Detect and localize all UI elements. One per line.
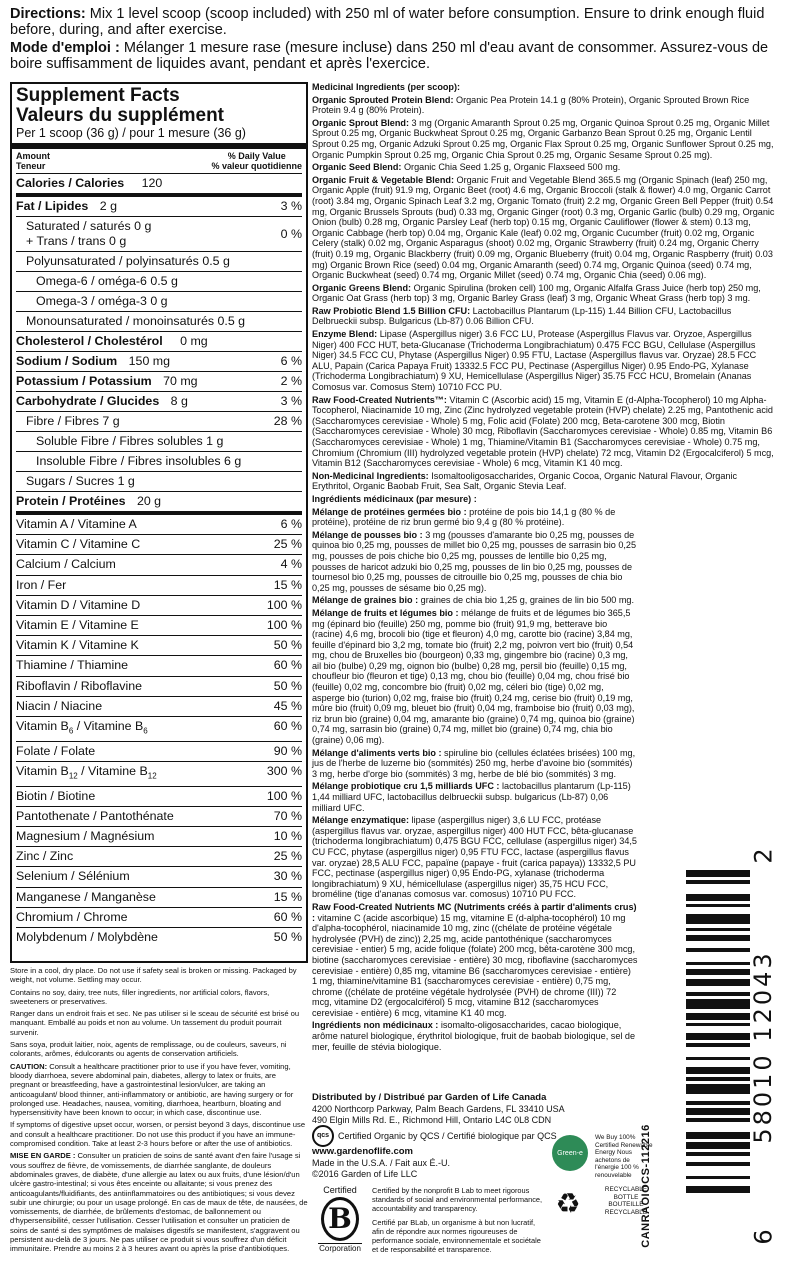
barcode-bar xyxy=(686,1142,750,1149)
calories-row xyxy=(16,174,302,197)
vitamin-b6-row xyxy=(16,717,302,742)
ingredient-paragraph xyxy=(312,283,775,304)
nutrient-row xyxy=(16,697,302,717)
caution-fr xyxy=(10,1151,308,1253)
carbohydrate-label: Carbohydrate / Glucides xyxy=(16,394,160,408)
insoluble-fibre-row xyxy=(16,452,302,472)
ingredient-label: Mélange de graines bio : xyxy=(312,595,419,606)
ingredient-text: graines de chia bio 1,25 g, graines de lin bio 500 mg. xyxy=(418,595,634,606)
nutrient-pct: 50 % xyxy=(273,930,302,944)
ingredient-label: Mélange probiotique cru 1,5 milliards UFC : xyxy=(312,781,500,792)
ingredient-text: mélange de fruits et de légumes bio 365,5 mg (épinard bio (feuille) 250 mg, pomme bio (fruit) 91,9 mg, betterave bio (racine) 4,6 mg, brocoli bio (tige et fleuron) 4,0 mg, carotte bio (racine) 3,84 mg, feuille d'épinard bio 3,2 mg, tomate bio (fruit) 2,2 mg, poivron vert bio (fruit) 0,54 mg, chou de Bruxelles bio (bourgeon) 0,33 mg, gingembre bio (racine) 0,3 mg, ail bio (bulbe) 0,29 mg, oignon bio (bulbe) 0,28 mg, persil bio (feuille) 0,15 mg, choufleur bio (fleuron et tige) 0,13 mg, chou bio (feuille) 0,04 mg, chou frisé bio (feuille) 0,02 mg, concombre bio (fruit) 0,02 mg, céleri bio (tige) 0,02 mg, asperge bio (turion) 0,02 mg, fraise bio (fruit) 0,24 mg, cerise bio (fruit) 0,19 mg, mûre bio (fruit) 0,09 mg, bleuet bio (fruit) 0,04 mg, framboise bio (fruit) 0,03 mg), riz brun bio (graine) 0,04 mg, amarante bio (graine) 0,74 mg, quinoa bio (graine) 0,74 mg, sarrasin bio (graine) 0,74 mg, millet bio (graine) 0,74 mg, chia bio (graine) 0,06 mg). xyxy=(312,607,635,746)
recycle-text: RECYCLABLE BOTTLE BOUTEILLE RECYCLABLE xyxy=(604,1186,648,1216)
hdr-amount: Amount xyxy=(16,151,50,161)
ingredient-label: Mélange d'aliments verts bio : xyxy=(312,747,442,758)
nutrient-pct: 15 % xyxy=(273,889,302,904)
lot-code-text: CANRAOIOCS-112216 xyxy=(640,1124,652,1248)
storage-caution-text xyxy=(10,966,308,1257)
company-info xyxy=(312,1093,642,1180)
fat-row xyxy=(16,197,302,217)
ingredient-label: Organic Fruit & Vegetable Blend: xyxy=(312,174,454,185)
barcode-bar xyxy=(686,1013,750,1020)
green-energy-icon: Green-e xyxy=(552,1135,588,1171)
omega3-row xyxy=(16,292,302,312)
nutrient-pct: 6 % xyxy=(280,517,302,531)
barcode-bar xyxy=(686,1108,750,1115)
sugars-row xyxy=(16,472,302,492)
poly-row xyxy=(16,252,302,272)
barcode-digit-last: 2 xyxy=(749,848,778,864)
ingredient-text: Organic Fruit and Vegetable Blend 365.5 mg (Organic Spinach (leaf) 250 mg, Organic Apple (fruit) 91.9 mg, Organic Beet (root) 4.6 mg, Organic Broccoli (stalk & flower) 4.0 mg, Organic Carrot (root) 3.84 mg, Organic Spinach Leaf 3.2 mg, Organic Tomato (fruit) 2.2 mg, Organic Green Bell Pepper (fruit) 0.54 mg, Organic Brussels Sprouts (bud) 0.33 mg, Organic Ginger (root) 0.3 mg, Organic Garlic (bulb) 0.29 mg, Organic Onion (bulb) 0.28 mg, Organic Parsley Leaf (herb top) 0.15 mg, Organic Cauliflower (flower & stem) 0.13 mg, Organic Cabbage (herb top) 0.04 mg, Organic Kale (leaf) 0.02 mg, Organic Cucumber (fruit) 0.02 mg, Organic Celery (stalk) 0.02 mg, Organic Asparagus (shoot) 0.02 mg, Organic Strawberry (fruit) 0.24 mg, Organic Cherry (fruit) 0.19 mg, Organic Blackberry (fruit) 0.09 mg, Organic Blueberry (fruit) 0.04 mg, Organic Raspberry (fruit) 0.03 mg) Organic Brown Rice (seed) 0.04 mg, Organic Amaranth (seed) 0.74 mg, Organic Quinoa (seed) 0.74 mg, Organic Buckwheat (seed) 0.74 mg, Organic Millet (seed) 0.74 mg, Organic Chia (seed) 0.06 mg). xyxy=(312,174,775,281)
potassium-pct: 2 % xyxy=(280,374,302,388)
ingredient-label: Organic Greens Blend: xyxy=(312,282,412,293)
vitamin-b6-label xyxy=(16,717,148,741)
barcode-bar xyxy=(686,914,750,924)
protein-value: 20 g xyxy=(136,494,162,508)
barcode xyxy=(668,838,780,1256)
ingredient-paragraph xyxy=(312,608,638,746)
barcode-digit-first: 6 xyxy=(749,1229,778,1245)
ingredient-text: isomalto-oligosaccharides, cacao biologique, arôme naturel biologique, érythritol biologique, fruit de baobab biologique, sel de mer, feuille de stévia biologique. xyxy=(312,1020,636,1052)
ingredient-text: Vitamin C (Ascorbic acid) 15 mg, Vitamin E (d-Alpha-Tocopherol) 10 mg Alpha-Tocopherol, Niacinamide 10 mg, Zinc (Zinc hydrolyzed vegetable protein (HVP) chelate) 2.25 mg, Pantothenic acid (Saccharomyces cerevisiae - Whole) 5 mg, Folic acid (Folate) 200 mcg, Beta-carotene 300 mcg, Biotin (Saccharomyces cerevisiae - Whole) 30 mcg, Riboflavin (Saccharomyces cerevisiae - Whole) 0.85 mg, Vitamin B6 (Saccharomyces cerevisiae - Whole) 1 mg, Thiamine/Vitamin B1 (Saccharomyces cerevisiae - Whole) 0.75 mg, Chromium (Chromium (III) hydrolyzed vegetable protein (HVP) chelate) 72 mcg, Vitamin D2 (Ergocalciferol) 5 mcg, Vitamin B12 (Saccharomyces cerevisiae - Whole) 6 mcg, Vitamin K1 40 mcg. xyxy=(312,394,774,469)
fibre-row xyxy=(16,412,302,432)
ingredient-text: protéine de pois bio 14,1 g (80 % de protéine), protéine de riz brun germé bio 9,4 g (80 % protéine). xyxy=(312,506,616,528)
nutrient-row xyxy=(16,616,302,636)
barcode-bar xyxy=(686,928,750,931)
contains-no-fr: Sans soya, produit laitier, noix, agents de remplissage, ou de couleurs, saveurs, ni colorants, arômes, édulcorants ou agents de conservation artificiels. xyxy=(10,1040,287,1059)
ingredient-text: Lipase (Aspergillus niger) 3.6 FCC LU, Protease (Aspergillus Flavus var. Oryzoe, Aspergillus Niger) 400 FCC HUT, beta-Glucanase (Trichoderma Longibrachiatum) 0.475 FCC BGU, Cellulase (Aspergillus Niger) 34.5 FCC CU, Phytase (Aspergillus Niger) 0.95 FTU, Lactase (Aspergillus flavus var. Oryzae) 28.5 FCC ALU, Papain (Carica Papaya Fruit) 13332.5 FCC PU, Pectinase (Aspergillus Niger) 0.95 Endo-PG, Xylanase (Trichoderma Longibrachiatum) 9 XU, Hemicellulase (Aspergillus Niger) 35.75 FCC HCU, Bromelain (Ananas Comosus var. Comosus Stem) 10710 FCC PU. xyxy=(312,329,757,393)
bcorp-certified-label: Certified xyxy=(323,1185,357,1195)
ingredient-text: spiruline bio (cellules éclatées brisées) 100 mg, jus de l'herbe de luzerne bio (sommités) 250 mg, herbe d'avoine bio (sommités) 3 mg, herbe d'orge bio (sommités) 3 mg, herbe de blé bio (sommités) 3 mg. xyxy=(312,747,636,779)
medicinal-heading: Medicinal Ingredients (per scoop): xyxy=(312,82,461,92)
nutrient-name: Vitamin D / Vitamine D xyxy=(16,597,141,612)
fibre-pct: 28 % xyxy=(273,414,302,428)
address-us: 4200 Northcorp Parkway, Palm Beach Gardens, FL 33410 USA xyxy=(312,1103,565,1114)
garde-text: Consulter un praticien de soins de santé avant d'en faire l'usage si vous souffrez de fièvre, de vomissements, de diarrhée sanglante, de douleurs abdominales graves, de diabète, d'une allergie au latex ou aux fruits, d'une lésion/d'un ulcère gastro-intestinal; si vous êtes enceinte ou allaitante; si vous prenez des anticoagulants/fluidifiants, des antiinflammatoires ou des antibiotiques; si vous devez subir une chirurgie; ou pour un usage prolongé. En cas de maux de tête, de nausées, de vomissements, de diarrhée, de brûlements d'estomac, de ballonnement ou d'hypersensibilité, cesser l'utilisation. Cesser l'utilisation et consulter un praticien de soins de santé si des symptômes de malaises digestifs se manifestent, s'aggravent ou persistent au-delà de 3 jours. Ne pas utiliser ce produit si vous souffrez d'un déficit immunitaire. Prendre au moins 2 à 3 heures avant ou après la prise d'antibiotiques. xyxy=(10,1151,308,1254)
hdr-teneur: Teneur xyxy=(16,161,46,171)
calories-label: Calories / Calories xyxy=(16,176,125,190)
barcode-bar xyxy=(686,1176,750,1179)
carbohydrate-row xyxy=(16,392,302,412)
b6-sub2: 6 xyxy=(143,726,148,736)
nutrient-pct: 100 % xyxy=(266,788,302,803)
barcode-bar xyxy=(686,948,750,951)
soluble-fibre-row xyxy=(16,432,302,452)
directions-fr-text: Mélanger 1 mesure rase (mesure incluse) dans 250 ml d'eau avant de consommer. Assurez-vous de boire suffisamment de liquides avant, pendant et après l'exercice. xyxy=(10,40,769,72)
nutrient-name: Iron / Fer xyxy=(16,577,67,592)
directions-en xyxy=(10,6,790,38)
copyright: ©2016 Garden of Life LLC xyxy=(312,1168,418,1179)
saturated-label: Saturated / saturés 0 g xyxy=(26,219,152,233)
nutrient-row xyxy=(16,535,302,555)
vitamin-b12-pct: 300 % xyxy=(266,763,302,778)
nutrient-name: Magnesium / Magnésium xyxy=(16,828,155,843)
directions-en-label: Directions: xyxy=(10,6,86,22)
folate-row xyxy=(16,742,302,762)
contains-no-en: Contains no soy, dairy, tree nuts, filler ingredients, nor artificial colors, flavors, sweeteners or preservatives. xyxy=(10,987,270,1006)
b12-sub2: 12 xyxy=(147,771,157,781)
ingredient-label: Raw Food-Created Nutrients™: xyxy=(312,394,447,405)
ingredient-paragraph xyxy=(312,815,638,900)
nutrient-name: Manganese / Manganèse xyxy=(16,889,156,904)
green-energy-text: We Buy 100% Certified Renewable Energy Nous achetons de l'énergie 100 % renouvelable xyxy=(595,1134,653,1179)
nutrient-pct: 25 % xyxy=(273,849,302,864)
nutrient-pct: 4 % xyxy=(280,557,302,572)
nutrient-name: Vitamin A / Vitamine A xyxy=(16,517,137,531)
barcode-bar xyxy=(686,1152,750,1155)
ingredient-label: Non-Medicinal Ingredients: xyxy=(312,470,429,481)
caution-en xyxy=(10,1062,308,1118)
cholesterol-value: 0 mg xyxy=(180,334,208,348)
barcode-bar xyxy=(686,1067,750,1074)
nutrient-row xyxy=(16,656,302,676)
barcode-bar xyxy=(686,1162,750,1165)
nutrient-pct: 50 % xyxy=(273,678,302,693)
barcode-digits xyxy=(748,838,778,1256)
nutrient-name: Chromium / Chrome xyxy=(16,909,128,924)
ingredient-text: 3 mg (pousses d'amarante bio 0,25 mg, pousses de quinoa bio 0,25 mg, pousses de millet bio 0,25 mg, pousses de sarrasin bio 0,25 mg, pousses de pois chiche bio 0,25 mg, pousses de lentille bio 0,25 mg, pousses de haricot adzuki bio 0,25 mg, pousses de lin bio 0,25 mg, pousses de tournesol bio 0,25 mg, pousses de citrouille bio 0,25 mg, pousses de chia bio 0,25 mg, pousses de sésame bio 0,25 mg). xyxy=(312,529,637,593)
ingredient-text: Lactobacillus Plantarum (Lp-115) 1.44 Billion CFU, Lactobacillus Delbrueckii subsp. Bulgaricus (Lb-87) 0.06 Billion CFU. xyxy=(312,305,732,327)
barcode-bar xyxy=(686,1101,750,1104)
nutrient-row xyxy=(16,807,302,827)
bcorp-corporation-label: Corporation xyxy=(319,1244,361,1253)
qcs-row xyxy=(312,1125,642,1147)
b12-sub: 12 xyxy=(68,771,78,781)
ingredient-paragraph xyxy=(312,902,638,1019)
ingredient-label: Organic Seed Blend: xyxy=(312,162,402,173)
ingredient-paragraph xyxy=(312,507,638,528)
ingredient-label: Mélange enzymatique: xyxy=(312,815,410,826)
barcode-bar xyxy=(686,992,750,995)
sodium-pct: 6 % xyxy=(280,354,302,368)
nutrient-pct: 45 % xyxy=(273,698,302,713)
nutrient-name: Thiamine / Thiamine xyxy=(16,658,129,673)
fibre-label: Fibre / Fibres 7 g xyxy=(26,414,120,428)
ingredient-text: vitamine C (acide ascorbique) 15 mg, vitamine E (d-alpha-tocophérol) 10 mg d'alpha-tocophérol, niacinamide 10 mg, zinc ((chélate de protéine végétale hydrolysée (PVH) de zinc)) 2,25 mg, acide pantothénique (saccharomyces cerevisiae - entier) 5 mg, acide folique (folate) 200 mcg, bêta-carotène 300 mcg, biotine (saccharomyces cerevisiae - entière) 30 mcg, riboflavine (saccharomyces cerevisiae - entière) 0,85 mg, vitamine B6 (saccharomyces cerevisiae - entière) 1 mg, thiamine/vitamine B1 (saccharomyces cerevisiae - entière) 0,75 mg, chrome ((chélate de protéine végétale hydrolysée (PVH) de chrome (III)) 72 mcg, vitamine D2 (ergocalciférol) 5 mcg, vitamine B12 (saccharomyces cerevisiae - entière) 6 mcg, vitamine K1 40 mcg. xyxy=(312,912,638,1018)
nutrient-row xyxy=(16,867,302,887)
nutrient-row xyxy=(16,555,302,575)
website-link[interactable]: www.gardenoflife.com xyxy=(312,1146,413,1158)
ingredient-paragraph xyxy=(312,1020,638,1052)
ingredient-text: Organic Spirulina (broken cell) 100 mg, Organic Alfalfa Grass Juice (herb top) 250 mg, Organic Oat Grass (herb top) 3 mg, Organic Barley Grass (leaf) 3 mg, Organic Wheat Grass (herb top) 3 mg. xyxy=(312,282,761,304)
nutrient-row xyxy=(16,677,302,697)
nutrient-name: Selenium / Sélénium xyxy=(16,869,130,884)
calories-value: 120 xyxy=(141,176,163,190)
recycle-icon: ♻ xyxy=(555,1188,581,1219)
nutrient-row xyxy=(16,576,302,596)
caution-label: CAUTION: xyxy=(10,1061,48,1071)
saturated-row xyxy=(16,217,302,252)
medicinal-fr xyxy=(312,494,638,1052)
directions-en-text: Mix 1 level scoop (scoop included) with 250 ml of water before consumption. Ensure to drink enough fluid before, during, and after exercise. xyxy=(10,6,765,38)
nutrient-pct: 70 % xyxy=(273,808,302,823)
barcode-bar xyxy=(686,979,750,986)
lot-code xyxy=(638,1116,654,1256)
barcode-bar xyxy=(686,962,750,965)
storage-en: Store in a cool, dry place. Do not use if safety seal is broken or missing. Packaged by weight, not volume. Settling may occur. xyxy=(10,966,297,985)
ingredient-label: Mélange de fruits et légumes bio : xyxy=(312,607,459,618)
nutrient-row xyxy=(16,596,302,616)
nutrient-pct: 15 % xyxy=(273,577,302,592)
fat-label: Fat / Lipides xyxy=(16,199,89,213)
barcode-digits-middle: 58010 12043 xyxy=(749,950,777,1144)
cholesterol-label: Cholesterol / Cholestérol xyxy=(16,334,163,348)
cholesterol-row xyxy=(16,332,302,352)
ingredient-paragraph xyxy=(312,118,775,160)
ingredient-text: 3 mg (Organic Amaranth Sprout 0.25 mg, Organic Quinoa Sprout 0.25 mg, Organic Millet Sprout 0.25 mg, Organic Buckwheat Sprout 0.25 mg, Organic Garbanzo Bean Sprout 0.25 mg, Organic Lentil Sprout 0.25 mg, Organic Adzuki Sprout 0.25 mg, Organic Flax Sprout 0.25 mg, Organic Sunflower Sprout 0.25 mg, Organic Pumpkin Sprout 0.25 mg, Organic Chia Sprout 0.25 mg, Organic Sesame Sprout 0.25 mg). xyxy=(312,117,774,160)
ingredient-text: Organic Pea Protein 14.1 g (80% Protein), Organic Sprouted Brown Rice Protein 9.4 g (80% Protein). xyxy=(312,94,750,116)
nutrient-name: Molybdenum / Molybdène xyxy=(16,930,158,944)
sugars-label: Sugars / Sucres 1 g xyxy=(26,474,135,488)
medicinal-heading-fr: Ingrédients médicinaux (par mesure) : xyxy=(312,493,477,504)
ingredient-label: Raw Probiotic Blend 1.5 Billion CFU: xyxy=(312,305,471,316)
protein-row xyxy=(16,492,302,515)
b6-en: Vitamin B xyxy=(16,719,69,734)
carbohydrate-pct: 3 % xyxy=(280,394,302,408)
omega6-label: Omega-6 / oméga-6 0.5 g xyxy=(36,274,178,288)
saturated-pct: 0 % xyxy=(280,226,302,241)
ingredient-paragraph xyxy=(312,395,775,469)
soluble-fibre-label: Soluble Fibre / Fibres solubles 1 g xyxy=(36,434,224,448)
directions-fr-label: Mode d'emploi : xyxy=(10,40,120,56)
barcode-bar xyxy=(686,935,750,942)
nutrient-name: Vitamin C / Vitamine C xyxy=(16,537,141,552)
directions-fr xyxy=(10,40,790,72)
protein-label: Protein / Protéines xyxy=(16,494,126,508)
ingredient-paragraph xyxy=(312,471,775,492)
barcode-bar xyxy=(686,1084,750,1094)
sf-title-en: Supplement Facts xyxy=(16,85,180,106)
nutrient-row xyxy=(16,827,302,847)
nutrient-name: Riboflavin / Riboflavine xyxy=(16,678,143,693)
nutrient-row xyxy=(16,515,302,535)
vitamin-b12-row xyxy=(16,762,302,787)
nutrient-pct: 30 % xyxy=(273,869,302,884)
hdr-dv: % Daily Value xyxy=(227,151,286,161)
mono-label: Monounsaturated / monoinsaturés 0.5 g xyxy=(26,314,246,328)
ingredient-label: Enzyme Blend: xyxy=(312,329,378,340)
barcode-bar xyxy=(686,1186,750,1193)
b6-fr: / Vitamine B xyxy=(73,719,144,734)
bcorp-text-fr: Certifié par BLab, un organisme à but non lucratif, afin de répondre aux normes rigoureuses de performance sociale, environnementale et sociétale et de responsabilité et transparence. xyxy=(372,1218,541,1254)
ingredient-label: Raw Food-Created Nutrients MC (Nutriments créés à partir d'aliments crus) : xyxy=(312,901,637,923)
bcorp-text xyxy=(372,1186,544,1259)
barcode-bar xyxy=(686,894,750,901)
fat-pct: 3 % xyxy=(280,199,302,213)
barcode-bar xyxy=(686,1033,750,1040)
nutrient-pct: 60 % xyxy=(273,658,302,673)
barcode-bar xyxy=(686,1118,750,1121)
barcode-bar xyxy=(686,1057,750,1060)
mono-row xyxy=(16,312,302,332)
distributor-heading: Distributed by / Distribué par Garden of Life Canada xyxy=(312,1092,547,1103)
sf-column-header xyxy=(16,149,302,174)
fat-value: 2 g xyxy=(99,199,117,213)
ingredient-paragraph xyxy=(312,329,775,393)
ingredient-paragraph xyxy=(312,162,775,173)
poly-label: Polyunsaturated / polyinsaturés 0.5 g xyxy=(26,254,230,268)
nutrient-name: Vitamin E / Vitamine E xyxy=(16,618,139,633)
nutrient-name: Zinc / Zinc xyxy=(16,849,74,864)
ingredient-label: Organic Sprouted Protein Blend: xyxy=(312,94,454,105)
nutrient-name: Calcium / Calcium xyxy=(16,557,116,572)
nutrient-pct: 25 % xyxy=(273,537,302,552)
directions xyxy=(10,6,790,74)
sodium-value: 150 mg xyxy=(128,354,170,368)
caution-text: Consult a healthcare practitioner prior to use if you have fever, vomiting, bloody diarrhoea, severe abdominal pain, diabetes, allergy to latex or fruits, are pregnant or breastfeeding, have a gastrointestinal lesion/ulcer, are taking an anticoagulant/ blood thinner, anti-inflammatory or antibiotic, are having surgery or for prolonged use. Headaches, nausea, vomiting, diarrhoea, heartburn, bloating and hypersensitivity have been known to occur; in which case, discontinue use. xyxy=(10,1061,294,1118)
b6-sub: 6 xyxy=(68,726,74,736)
nutrient-name: Vitamin K / Vitamine K xyxy=(16,638,139,653)
ingredient-label: Ingrédients non médicinaux : xyxy=(312,1020,439,1031)
nutrient-pct: 60 % xyxy=(273,909,302,924)
ingredient-text: Isomaltooligosaccharides, Organic Cocoa, Organic Natural Flavour, Organic Erythritol, Organic Baobab Fruit, Sea Salt, Organic Stevia Leaf. xyxy=(312,470,738,492)
insoluble-fibre-label: Insoluble Fibre / Fibres insolubles 6 g xyxy=(36,454,242,468)
ingredient-text: Organic Chia Seed 1.25 g, Organic Flaxseed 500 mg. xyxy=(401,162,621,173)
address-ca: 490 Elgin Mills Rd. E., Richmond Hill, Ontario L4C 0L8 CDN xyxy=(312,1114,552,1125)
folate-pct: 90 % xyxy=(273,743,302,758)
ingredient-paragraph xyxy=(312,175,775,281)
nutrient-pct: 100 % xyxy=(266,618,302,633)
ingredient-text: lactobacillus plantarum (Lp-115) 1,44 milliard UFC, lactobacillus delbrueckii subsp. bulgaricus (Lb-87) 0,06 milliard UFC. xyxy=(312,781,631,813)
ingredient-label: Mélange de protéines germées bio : xyxy=(312,506,467,517)
barcode-bar xyxy=(686,904,750,907)
ingredient-paragraph xyxy=(312,748,638,780)
ingredient-paragraph xyxy=(312,781,638,813)
storage-fr: Ranger dans un endroit frais et sec. Ne pas utiliser si le sceau de sécurité est brisé ou manquant. Emballé au poids et non au volume. Un tassement du produit pourrait survenir. xyxy=(10,1009,300,1037)
vitamin-b6-pct: 60 % xyxy=(273,719,302,734)
nutrient-pct: 50 % xyxy=(273,638,302,653)
vitamin-b12-label xyxy=(16,762,157,786)
qcs-logo-icon: qcs xyxy=(312,1125,334,1147)
nutrient-row xyxy=(16,928,302,947)
supplement-facts-panel xyxy=(10,82,308,963)
barcode-bar xyxy=(686,1043,750,1046)
nutrient-row xyxy=(16,908,302,928)
sodium-row xyxy=(16,352,302,372)
sf-title-fr: Valeurs du supplément xyxy=(16,105,224,126)
ingredient-paragraph xyxy=(312,95,775,116)
hdr-vq: % valeur quotidienne xyxy=(211,161,302,171)
bcorp-text-en: Certified by the nonprofit B Lab to meet rigorous standards of social and environmental performance, accountability and transparency. xyxy=(372,1186,543,1213)
bcorp-b-icon: B xyxy=(321,1197,359,1241)
b12-en: Vitamin B xyxy=(16,763,69,778)
nutrient-row xyxy=(16,888,302,908)
nutrient-row xyxy=(16,787,302,807)
omega3-label: Omega-3 / oméga-3 0 g xyxy=(36,294,168,308)
barcode-bar xyxy=(686,1132,750,1139)
ingredient-label: Organic Sprout Blend: xyxy=(312,117,410,128)
nutrient-pct: 100 % xyxy=(266,597,302,612)
barcode-bar xyxy=(686,1077,750,1080)
carbohydrate-value: 8 g xyxy=(170,394,188,408)
serving-size: Per 1 scoop (36 g) / pour 1 mesure (36 g) xyxy=(12,126,306,149)
bcorp-logo xyxy=(318,1185,362,1253)
nutrient-row xyxy=(16,636,302,656)
made-in: Made in the U.S.A. / Fait aux É.-U. xyxy=(312,1158,451,1169)
barcode-bar xyxy=(686,880,750,883)
nutrient-pct: 10 % xyxy=(273,828,302,843)
potassium-label: Potassium / Potassium xyxy=(16,374,152,388)
nutrient-name: Biotin / Biotine xyxy=(16,788,96,803)
ingredient-text: lipase (aspergillus niger) 3,6 LU FCC, protéase (aspergillus flavus var. oryzae, aspergillus niger) 400 HUT FCC, bêta-glucanase (trichoderma longibrachiatum) 0,475 BGU FCC, cellulase (aspergillus niger) 34,5 CU FCC, phytase (aspergillus niger) 0,95 FTU FCC, lactase (aspergillus flavus var. oryzae) 28,5 ALU FCC, papaïne (papaye - fruit (carica papaya)) 13332,5 PU FCC, pectinase (aspergillus niger) 0,95 Endo-PG, xylanase (trichoderma longibrachiatum) 9 XU, hémicellulase (aspergillus niger) 35,75 HCU FCC, broméline (tige d'ananas comosus var. comosus) 10710 PU FCC. xyxy=(312,815,637,900)
potassium-row xyxy=(16,372,302,392)
ingredient-paragraph xyxy=(312,595,638,606)
garde-label: MISE EN GARDE : xyxy=(10,1151,76,1161)
ingredient-label: Mélange de pousses bio : xyxy=(312,529,423,540)
nutrient-row xyxy=(16,847,302,867)
ingredient-paragraph xyxy=(312,530,638,594)
folate-label: Folate / Folate xyxy=(16,743,96,758)
barcode-bar xyxy=(686,999,750,1009)
trans-label: + Trans / trans 0 g xyxy=(26,234,127,248)
caution-text-2: If symptoms of digestive upset occur, worsen, or persist beyond 3 days, discontinue use and consult a healthcare practitioner. Do not use this product if you have an immune-compromised condition. Take at least 2-3 hours before or after the use of antibiotics. xyxy=(10,1120,306,1149)
nutrient-name: Niacin / Niacine xyxy=(16,698,103,713)
ingredient-paragraph xyxy=(312,306,775,327)
barcode-bar xyxy=(686,870,750,877)
barcode-bar xyxy=(686,969,750,976)
potassium-value: 70 mg xyxy=(163,374,198,388)
barcode-bars xyxy=(686,870,750,1240)
barcode-bar xyxy=(686,1023,750,1026)
sodium-label: Sodium / Sodium xyxy=(16,354,118,368)
b12-fr: / Vitamine B xyxy=(77,763,148,778)
omega6-row xyxy=(16,272,302,292)
organic-certification: Certified Organic by QCS / Certifié biologique par QCS xyxy=(338,1130,557,1141)
nutrient-name: Pantothenate / Pantothénate xyxy=(16,808,174,823)
